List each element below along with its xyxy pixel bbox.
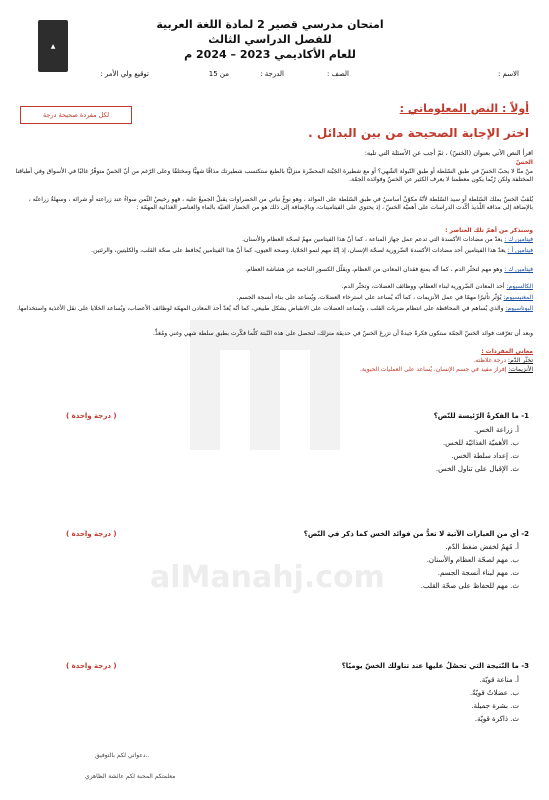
marks-note-box: لكل مفردة صحيحة درجة <box>20 106 132 124</box>
watermark-logo <box>180 300 350 460</box>
instruction: اختر الإجابة الصحيحة من بين البدائل . <box>308 126 529 140</box>
nutrient-item <box>15 294 533 302</box>
grade-total: من 15 <box>208 70 229 78</box>
footer-wish: دعواتي لكم بالتوفيق.. <box>95 752 150 759</box>
class-field-label: الصف : <box>327 70 349 78</box>
nutrient-text: أحد المعادن الضّرورية لبناء العظام، ووظائف العضلات، وتخثّر الدم. <box>341 283 505 290</box>
exam-title: امتحان مدرسي قصير 2 لمادة اللغة العربية <box>156 18 384 31</box>
q1-option-a[interactable]: أ. زراعة الخس. <box>473 426 519 434</box>
nutrient-label: المغنيسيوم: <box>503 294 533 301</box>
year-title: للعام الأكاديمي 2023 – 2024 م <box>184 48 356 61</box>
passage-paragraph-2: يُلقبُ الخسّ بملك السّلطة أو سيد السّلطة لأنّهُ مكوّنٌ أساسيٌ في طبق السّلطة على الموائد ، وهو نوعٌ نباتي من الخضراوات يقبلُ الجميعُ عليه ، فهو رخيصُ الثّمن سواءٌ عند زراعته أو شرائه ، وسهلةٌ زراعتُه ، بالإضافة إلى مذاقه اللّذيذ أكّدت الدراسات على أهميّة الخسّ ، إذ يحتوي على الفيتامينات، وبالإضافة إلى ذلك هو من الخضار الغنيّة بالماء والعناصر الغذائية المهمّة : <box>28 196 533 211</box>
q2-option-c[interactable]: ت. مهم لبناء أنسجة الجسم. <box>437 569 519 577</box>
nutrient-text: يعدّ من مضادات الأكسدة التي تدعم عمل جهاز المناعة ، كما أنّ هذا الفيتامين مهمٌ لصحّة العظام والأسنان. <box>242 236 503 243</box>
parent-signature-label: توقيع ولي الأمر : <box>100 70 149 78</box>
question-1-mark: ( درجة واحدة ) <box>66 412 117 420</box>
vocab-item <box>15 357 533 365</box>
nutrient-label: فيتامين أ : <box>507 247 533 254</box>
question-3-mark: ( درجة واحدة ) <box>66 662 117 670</box>
nutrient-item <box>15 236 533 244</box>
nutrient-text: وهو مهم لتخثّر الدم ، كما أنّه يمنع فقدان المعادن من العظام، ويقلّل الكسور الناجمة عن هشاشة العظام. <box>245 266 503 273</box>
q3-option-a[interactable]: أ. مناعة قويّة. <box>479 676 519 684</box>
vocab-word: الأنزيمات: <box>508 366 533 373</box>
q1-option-c[interactable]: ت. إعداد سلطة الخس. <box>451 452 519 460</box>
nutrient-item <box>15 283 533 291</box>
q2-option-b[interactable]: ب. مهم لصحّة العظام والأسنان. <box>426 556 519 564</box>
vocab-item <box>15 366 533 374</box>
grade-field-label: الدرجة : <box>260 70 284 78</box>
nutrient-text: يُؤثّر تأثيرًا مهمًا في عمل الأنزيمات ، كما أنّه يُساعد على استرخاء العضلات، ويُساعد على بناء أنسجة الجسم. <box>236 294 502 301</box>
nutrient-text: والذي يُساهم في المحافظة على انتظام ضربات القلب ، ويُساعد العضلات على الانقباض بشكل طبيعي، كما أنّه يُعدّ أحد المعادن المهمّة لوظائف الأعصاب، ويُساعد الخلايا على نقل الأغذية واستخدامها. <box>16 305 504 312</box>
nutrient-label: فيتامين ك : <box>504 236 533 243</box>
school-logo: ▲ <box>38 20 68 72</box>
q2-option-d[interactable]: ث. مهم للحفاظ على صحّة القلب. <box>420 582 519 590</box>
section-title: أولاً : النص المعلوماتي : <box>399 102 529 115</box>
nutrient-text: يعدّ هذا الفيتامين أحد مضادات الأكسدة الضّرورية لصحّة الإنسان، إذ إنّهُ مهم لنمو الخلايا، وصحة العيون، كما أنّ هذا الفيتامين يُحافظ على صحّة القلب، والكليتين، والرئتين. <box>91 247 506 254</box>
vocab-title: معاني المفردات : <box>481 348 533 355</box>
vocab-meaning: درجة غلاظته. <box>473 357 507 364</box>
q2-option-a[interactable]: أ. مُهمٌ لخفض ضغط الدّم. <box>445 543 519 551</box>
q3-option-b[interactable]: ب. عضلاتٌ قويّةٌ. <box>469 689 519 697</box>
vocab-word: تخثّر الدّم: <box>508 357 533 364</box>
nutrient-label: الكالسيوم: <box>506 283 533 290</box>
vocab-meaning: إفراز مفيد في جسم الإنسان، يُساعد على العمليات الحيوية. <box>359 366 507 373</box>
passage-conclusion: وبعد أن تعرّفت فوائد الخسّ الجمّة ستكون فكرةً جيدةً أن تزرعَ الخسّ في حديقة منزلك، لتحصل على هذه النّبتة كلّما فكّرت بطبق سلطة شهي وغني ومُغذٍّ. <box>153 330 533 337</box>
question-2: 2- أي من العبارات الآتية لا تعدُّ من فوائد الخس كما ذكر في النّص؟ <box>303 530 529 538</box>
term-title: للفصل الدراسي الثالث <box>208 33 332 46</box>
name-field-label: الاسم : <box>497 70 519 78</box>
nutrient-item <box>15 266 533 274</box>
q3-option-c[interactable]: ت. بشرة جميلة. <box>471 702 519 710</box>
question-1: 1- ما الفكرةُ الرّئيسة للنّص؟ <box>433 412 529 420</box>
footer-teacher: معلمتكم المحبة لكم عائشة الظاهري <box>85 773 176 780</box>
question-3: 3- ما النّتيجة التي تحصُلُ عليها عند تناولك الخسّ يوميًا؟ <box>341 662 529 670</box>
elements-label: وسنذكر من أهمّ تلك العناصر : <box>445 227 533 234</box>
passage-paragraph-1: منْ منّا لا يحبّ الخسّ في طبق السّلطة أو طبق التّبولة الشّهي؟ أو مع شطيرة الجَبْنة المحضّرة منزليًّا بالطبع ستكتسب شطيرتك مذاقًا شهيًّا ومختلفًا وعلى الرّغم من أنّ الخسّ متوفّرٌ غالبًا في الأسواق وفي أطباقنا المختلفة ولكن رُبّما يكون معظمنا لا يعرف الكثير عن الخسّ وفوائده الجمّة. <box>15 168 533 183</box>
nutrient-label: فيتامين ك : <box>504 266 533 273</box>
q1-option-d[interactable]: ث. الإقبال على تناول الخس. <box>435 465 519 473</box>
passage-title: الخسّ <box>515 159 533 166</box>
q1-option-b[interactable]: ب. الأهميّة الغذائيّة للخس. <box>442 439 519 447</box>
question-2-mark: ( درجة واحدة ) <box>66 530 117 538</box>
nutrient-item <box>15 247 533 255</box>
q3-option-d[interactable]: ث. ذاكرة قويّة. <box>474 715 519 723</box>
watermark-text: alManahj.com <box>150 560 385 595</box>
nutrient-label: البوتاسيوم: <box>505 305 533 312</box>
passage-intro: اقرأ النص الآتي بعنوان (الخسّ) ، ثمّ أجب عن الأسئلة التي تليه: <box>364 149 533 157</box>
nutrient-item <box>15 305 533 313</box>
